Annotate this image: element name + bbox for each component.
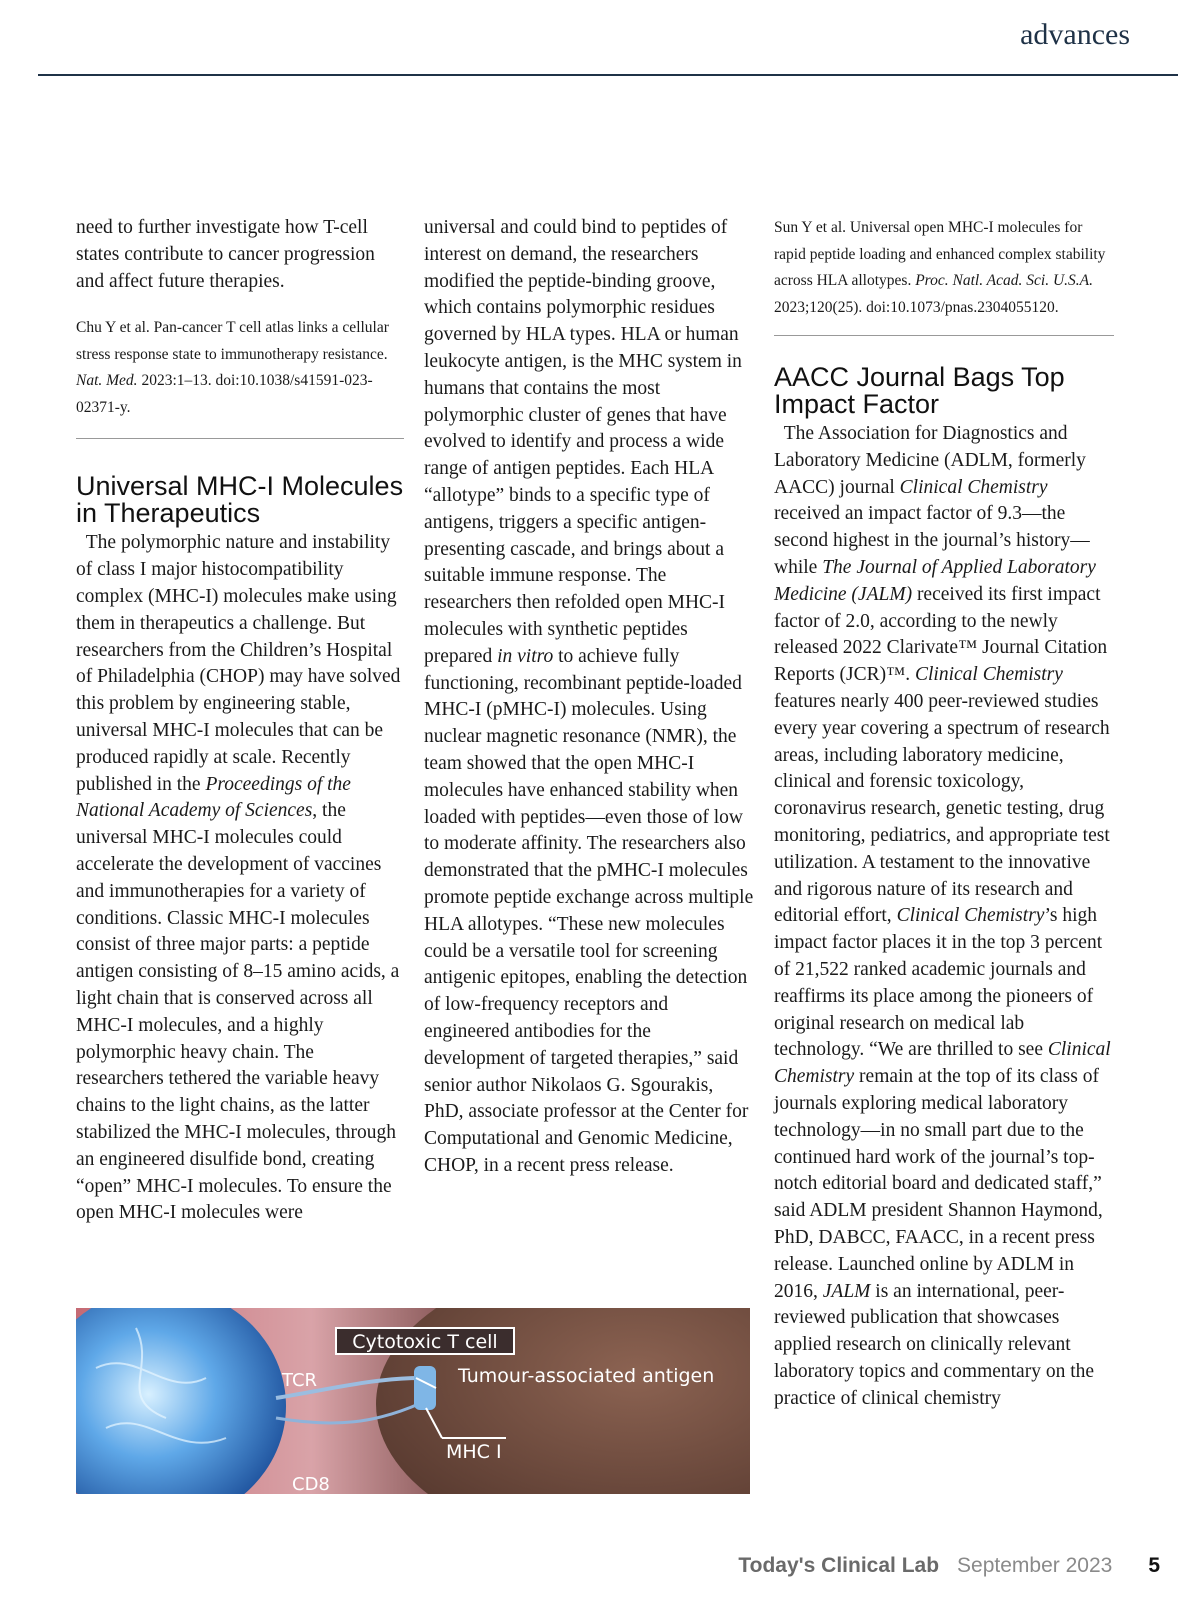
magazine-title: Today's Clinical Lab	[738, 1554, 940, 1577]
tcell-illustration	[76, 1308, 750, 1494]
body-continued-part-b: to achieve fully functioning, recombinant peptide-loaded MHC-I (pMHC-I) molecules. Using nuclear magnetic resonance (NMR), the team showed that the open MHC-I molecules have enhanced stability when loaded with peptides—even those of low to moderate affinity. The researchers also demonstrated that the pMHC-I molecules promote peptide exchange across multiple HLA allotypes. “These new molecules could be a versatile tool for screening antigenic epitopes, enabling the detection of low-frequency receptors and engineered antibodies for the development of targeted therapies,” said senior author Nikolaos G. Sgourakis, PhD, associate professor at the Center for Computational and Genomic Medicine, CHOP, in a recent press release.	[424, 645, 754, 1176]
page-number: 5	[1148, 1554, 1160, 1577]
article-body-mhc-continued	[424, 215, 754, 1180]
column-2	[424, 215, 754, 1180]
label-cytotoxic-t-cell: Cytotoxic T cell	[352, 1331, 498, 1353]
t-cell	[76, 1308, 286, 1494]
aacc-italic-2: The Journal of Applied Laboratory Medicine (JALM)	[774, 556, 1096, 605]
citation-1-journal: Nat. Med.	[76, 372, 138, 390]
section-label: advances	[1020, 18, 1130, 51]
article-heading-aacc: AACC Journal Bags Top Impact Factor	[774, 362, 1065, 419]
aacc-italic-1: Clinical Chemistry	[899, 476, 1048, 498]
aacc-italic-3: Clinical Chemistry	[915, 664, 1063, 686]
label-tcr: TCR	[282, 1370, 318, 1391]
citation-2-journal: Proc. Natl. Acad. Sci. U.S.A.	[915, 272, 1093, 289]
article-heading-mhc: Universal MHC-I Molecules in Therapeutics	[76, 471, 404, 529]
aacc-text-2: received an impact factor of 9.3—the second highest in the journal’s history—while	[774, 503, 1090, 578]
header-divider	[38, 74, 1178, 76]
citation-2	[774, 215, 1114, 321]
in-vitro-term: in vitro	[497, 645, 554, 667]
intro-text: need to further investigate how T-cell states contribute to cancer progression and affect future therapies.	[76, 217, 375, 292]
section-divider-2	[774, 335, 1114, 336]
label-cd8: CD8	[292, 1474, 330, 1494]
journal-title-pnas: Proceedings of the National Academy of Sciences	[76, 773, 351, 822]
aacc-text-5: ’s high impact factor places it in the top 3 percent of 21,522 ranked academic journals and reaffirms its place among the pioneers of original research on medical lab technology. “We are thrilled to see	[774, 905, 1103, 1061]
body-continued-part-a: universal and could bind to peptides of interest on demand, the researchers modified the peptide-binding groove, which contains polymorphic residues governed by HLA types. HLA or human leukocyte antigen, is the MHC system in humans that contains the most polymorphic cluster of genes that have evolved to identify and process a wide range of antigen peptides. Each HLA “allotype” binds to a specific type of antigens, triggers a specific antigen-presenting cascade, and brings about a suitable immune response. The researchers then refolded open MHC-I molecules with synthetic peptides prepared	[424, 217, 742, 667]
receptor-complex	[414, 1366, 436, 1410]
column-1	[76, 215, 404, 1227]
citation-1-tail: 2023:1–13. doi:10.1038/s41591-023-02371-y.	[76, 372, 373, 416]
section-divider	[76, 438, 404, 439]
label-mhc-i: MHC I	[446, 1441, 502, 1463]
citation-2-tail: 2023;120(25). doi:10.1073/pnas.2304055120.	[774, 298, 1059, 316]
body-mhc-part-a: The polymorphic nature and instability of class I major histocompatibility complex (MHC-I) molecules make using them in therapeutics a challenge. But researchers from the Children’s Hospital of Philadelphia (CHOP) may have solved this problem by engineering stable, universal MHC-I molecules that can be produced rapidly at scale. Recently published in the	[76, 532, 401, 795]
page-footer	[738, 1554, 1160, 1578]
article-body-mhc	[76, 530, 404, 1227]
label-tumour-antigen: Tumour-associated antigen	[458, 1365, 715, 1387]
aacc-italic-6: JALM	[822, 1280, 871, 1302]
body-mhc-part-b: , the universal MHC-I molecules could accelerate the development of vaccines and immunotherapies for a variety of conditions. Classic MHC-I molecules consist of three major parts: a peptide antigen consisting of 8–15 amino acids, a light chain that is conserved across all MHC-I molecules, and a highly polymorphic heavy chain. The researchers tethered the variable heavy chains to the light chains, as the latter stabilized the MHC-I molecules, through an engineered disulfide bond, creating “open” MHC-I molecules. To ensure the open MHC-I molecules were	[76, 800, 400, 1224]
citation-2-main: Sun Y et al. Universal open MHC-I molecules for rapid peptide loading and enhanced complex stability across HLA allotypes.	[774, 219, 1106, 289]
citation-1-main: Chu Y et al. Pan-cancer T cell atlas links a cellular stress response state to immunotherapy resistance.	[76, 319, 389, 363]
citation-1	[76, 315, 404, 421]
article-body-aacc	[774, 421, 1114, 1412]
aacc-italic-5: Clinical Chemistry	[774, 1039, 1111, 1088]
aacc-text-6: remain at the top of its class of journals exploring medical laboratory technology—in no small part due to the continued hard work of the journal’s top-notch editorial board and dedicated staff,” said ADLM president Shannon Haymond, PhD, DABCC, FAACC, in a recent press release. Launched online by ADLM in 2016,	[774, 1066, 1103, 1302]
tcell-illustration-svg	[76, 1308, 750, 1494]
aacc-italic-4: Clinical Chemistry	[896, 905, 1045, 927]
aacc-text-3: received its first impact factor of 2.0, according to the newly released 2022 Clarivate™ Journal Citation Reports (JCR)™.	[774, 583, 1108, 686]
aacc-text-7: is an international, peer-reviewed publication that showcases applied research on clinically relevant laboratory topics and commentary on the practice of clinical chemistry	[774, 1280, 1095, 1409]
aacc-text-1: The Association for Diagnostics and Laboratory Medicine (ADLM, formerly AACC) journal	[774, 423, 1086, 498]
issue-date: September 2023	[957, 1554, 1113, 1577]
aacc-text-4: features nearly 400 peer-reviewed studies every year covering a spectrum of research areas, including laboratory medicine, clinical and forensic toxicology, coronavirus research, genetic testing, drug monitoring, pediatrics, and appropriate test utilization. A testament to the innovative and rigorous nature of its research and editorial effort,	[774, 690, 1110, 927]
column-3	[774, 215, 1114, 1412]
